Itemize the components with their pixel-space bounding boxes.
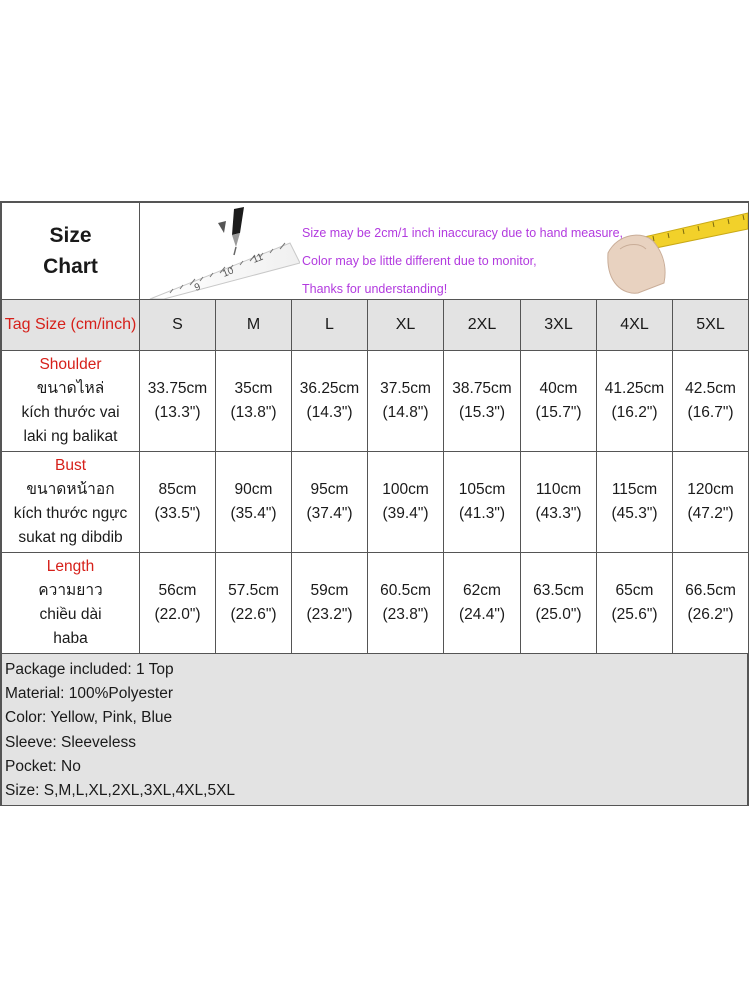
measure-cell <box>368 351 444 452</box>
measure-inch: (13.8") <box>230 404 277 421</box>
size-chart <box>0 201 749 806</box>
row-label-en: Length <box>46 558 95 575</box>
measure-cell <box>673 351 749 452</box>
measure-cm: 60.5cm <box>380 582 431 599</box>
measure-cm: 115cm <box>611 481 658 498</box>
shoulder-row <box>2 351 749 452</box>
measure-inch: (35.4") <box>230 505 277 522</box>
pen-icon <box>218 207 244 255</box>
row-label-th: ขนาดไหล่ <box>36 380 105 397</box>
ruler-tick-11: 11 <box>251 251 265 266</box>
header-row <box>2 203 749 300</box>
measure-cm: 56cm <box>158 582 197 599</box>
measure-cell <box>521 351 597 452</box>
row-label <box>2 553 140 654</box>
size-header-row <box>2 300 749 351</box>
size-label: XL <box>368 300 444 351</box>
measure-inch: (23.2") <box>306 606 353 623</box>
measure-inch: (33.5") <box>154 505 201 522</box>
measure-inch: (22.6") <box>230 606 277 623</box>
row-label <box>2 351 140 452</box>
row-label-fil: haba <box>53 630 88 647</box>
measure-cm: 38.75cm <box>452 380 512 397</box>
measure-cm: 100cm <box>382 481 429 498</box>
banner <box>140 203 749 300</box>
info-color: Color: Yellow, Pink, Blue <box>5 709 173 727</box>
size-label: M <box>216 300 292 351</box>
measure-inch: (13.3") <box>154 404 201 421</box>
measure-cell <box>444 351 521 452</box>
ruler-tick-10: 10 <box>221 265 236 280</box>
row-label <box>2 452 140 553</box>
measure-cell <box>292 452 368 553</box>
measure-cm: 66.5cm <box>685 582 736 599</box>
measure-inch: (39.4") <box>382 505 429 522</box>
bust-row <box>2 452 749 553</box>
row-label-th: ความยาว <box>38 582 103 599</box>
measure-cell <box>216 452 292 553</box>
measure-cell <box>368 452 444 553</box>
tag-size-label: Tag Size (cm/inch) <box>2 300 140 351</box>
measure-inch: (47.2") <box>687 505 734 522</box>
measure-cell <box>673 553 749 654</box>
measure-cell <box>521 452 597 553</box>
measure-inch: (25.0") <box>535 606 582 623</box>
measure-cell <box>368 553 444 654</box>
title-line-2: Chart <box>43 255 98 278</box>
size-label: 2XL <box>444 300 521 351</box>
measure-cell <box>216 351 292 452</box>
info-pocket: Pocket: No <box>5 757 81 775</box>
row-label-fil: sukat ng dibdib <box>18 529 123 546</box>
measure-cm: 42.5cm <box>685 380 736 397</box>
measure-inch: (14.3") <box>306 404 353 421</box>
info-package: Package included: 1 Top <box>5 661 174 678</box>
measure-cm: 40cm <box>539 380 578 397</box>
measure-cm: 62cm <box>463 582 501 599</box>
measure-inch: (15.3") <box>459 404 505 421</box>
measure-cell <box>292 351 368 452</box>
measure-cell <box>597 351 673 452</box>
note-color: Color may be little different due to monitor, <box>302 254 537 268</box>
measure-cm: 41.25cm <box>604 380 665 397</box>
measure-cm: 110cm <box>535 481 582 498</box>
measure-inch: (26.2") <box>687 606 734 623</box>
measure-cell <box>597 452 673 553</box>
info-size: Size: S,M,L,XL,2XL,3XL,4XL,5XL <box>5 782 236 800</box>
row-label-fil: laki ng balikat <box>23 428 118 445</box>
measure-cell <box>292 553 368 654</box>
measure-cell <box>140 553 216 654</box>
row-label-en: Bust <box>54 457 86 474</box>
row-label-vi: chiều dài <box>39 606 102 623</box>
measure-inch: (25.6") <box>611 606 658 623</box>
measure-cm: 57.5cm <box>228 582 279 599</box>
measure-cm: 35cm <box>234 380 273 397</box>
title-line-1: Size <box>49 224 92 247</box>
measure-inch: (24.4") <box>459 606 505 623</box>
measure-inch: (15.7") <box>535 404 582 421</box>
measure-cm: 90cm <box>234 481 273 498</box>
info-material: Material: 100%Polyester <box>5 685 173 703</box>
measure-inch: (16.7") <box>687 404 734 421</box>
measure-cm: 63.5cm <box>533 582 584 599</box>
measure-cell <box>216 553 292 654</box>
product-info <box>1 654 748 806</box>
measure-inch: (16.2") <box>611 404 658 421</box>
measure-cm: 59cm <box>310 582 349 599</box>
measure-cell <box>673 452 749 553</box>
measure-inch: (43.3") <box>535 505 582 522</box>
measure-inch: (45.3") <box>611 505 658 522</box>
ruler-pen-illustration <box>140 203 300 299</box>
size-label: 3XL <box>521 300 597 351</box>
note-thanks: Thanks for understanding! <box>302 282 448 296</box>
measure-cell <box>521 553 597 654</box>
measure-cm: 105cm <box>458 481 506 498</box>
size-label: S <box>140 300 216 351</box>
row-label-th: ขนาดหน้าอก <box>26 481 115 498</box>
size-label: L <box>292 300 368 351</box>
measure-cm: 65cm <box>615 582 654 599</box>
measure-cell <box>597 553 673 654</box>
note-inaccuracy: Size may be 2cm/1 inch inaccuracy due to hand measure, <box>302 226 624 240</box>
size-table <box>1 202 749 654</box>
measure-inch: (41.3") <box>459 505 505 522</box>
measure-inch: (37.4") <box>306 505 353 522</box>
size-label: 4XL <box>597 300 673 351</box>
measure-inch: (23.8") <box>382 606 429 623</box>
length-row <box>2 553 749 654</box>
row-label-vi: kích thước ngực <box>13 505 128 522</box>
ruler-tick-9: 9 <box>193 281 203 294</box>
measure-cm: 95cm <box>310 481 349 498</box>
measure-cm: 36.25cm <box>299 380 360 397</box>
measure-cell <box>444 553 521 654</box>
measure-cm: 120cm <box>687 481 734 498</box>
size-label: 5XL <box>673 300 749 351</box>
chart-title <box>2 203 140 300</box>
measure-cell <box>140 351 216 452</box>
measure-inch: (14.8") <box>382 404 429 421</box>
measure-cm: 85cm <box>158 481 197 498</box>
measure-cm: 33.75cm <box>147 380 208 397</box>
info-sleeve: Sleeve: Sleeveless <box>5 733 136 751</box>
hand-tape-measure-illustration <box>598 203 748 299</box>
measure-cell <box>444 452 521 553</box>
row-label-en: Shoulder <box>39 356 102 373</box>
measure-cm: 37.5cm <box>380 380 431 397</box>
measure-inch: (22.0") <box>154 606 201 623</box>
measure-cell <box>140 452 216 553</box>
row-label-vi: kích thước vai <box>21 404 120 421</box>
